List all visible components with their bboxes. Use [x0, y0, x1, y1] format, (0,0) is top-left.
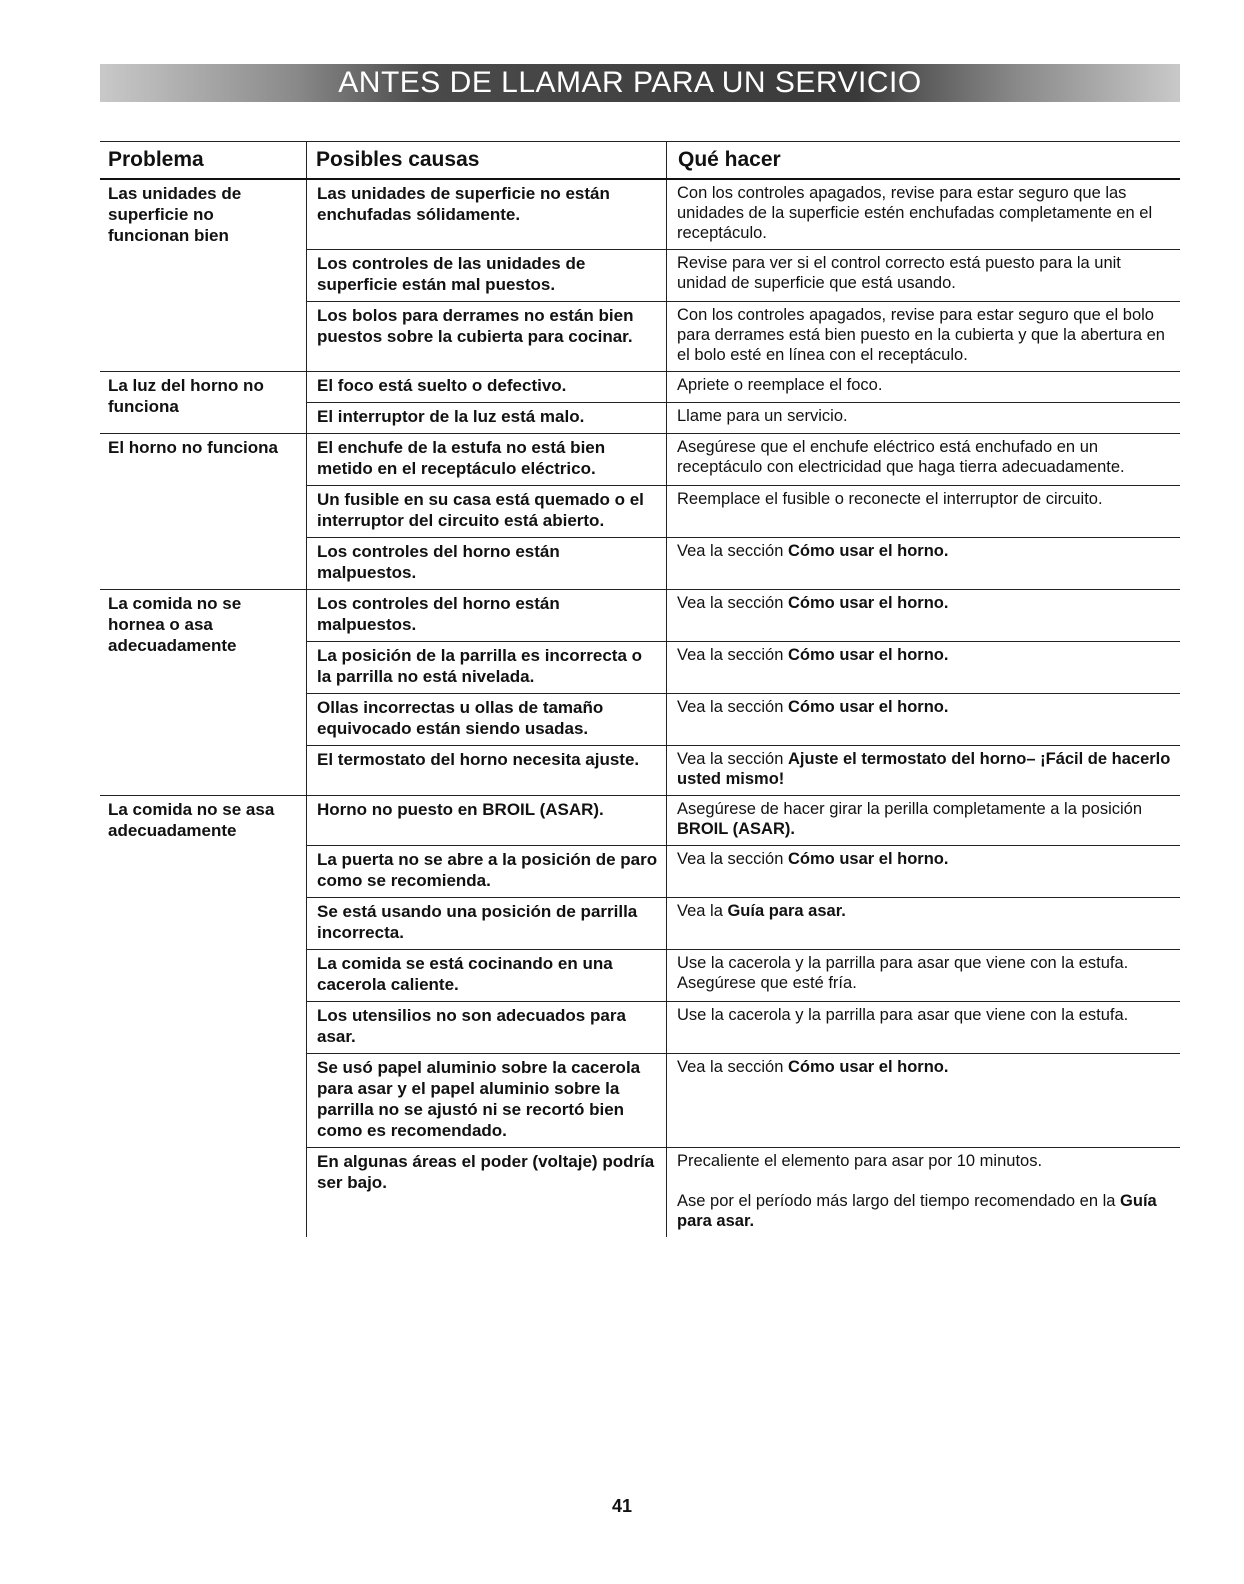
table-row	[306, 372, 1180, 402]
header-fix: Qué hacer	[678, 148, 781, 171]
fix-text: Con los controles apagados, revise para estar seguro que el bolo para derrames está bien puesto en la cubierta y que la abertura en el bolo esté en línea con el receptáculo.	[677, 306, 1165, 364]
table-row	[306, 693, 1180, 745]
table-row	[306, 537, 1180, 589]
table-row	[306, 485, 1180, 537]
table-row	[306, 897, 1180, 949]
fix-cell	[666, 180, 1180, 249]
cause-cell: El enchufe de la estufa no está bien metido en el receptáculo eléctrico.	[306, 434, 666, 485]
problem-label: Las unidades de superficie no funcionan bien	[108, 184, 242, 245]
fix-text: Vea la	[677, 902, 723, 920]
problem-label: La comida no se hornea o asa adecuadamente	[108, 594, 242, 655]
fix-bold-text: Ajuste el termostato del horno– ¡Fácil de hacerlo usted mismo!	[677, 750, 1171, 788]
cause-cell: Los controles del horno están malpuestos.	[306, 590, 666, 641]
problem-group	[100, 180, 1180, 371]
fix-extra-paragraph	[677, 1191, 1172, 1231]
fix-cell	[666, 302, 1180, 371]
fix-cell	[666, 1054, 1180, 1147]
cause-cell: Se está usando una posición de parrilla incorrecta.	[306, 898, 666, 949]
table-row	[306, 796, 1180, 845]
fix-cell	[666, 846, 1180, 897]
fix-cell	[666, 642, 1180, 693]
table-body	[100, 180, 1180, 1237]
cause-cell: Se usó papel aluminio sobre la cacerola para asar y el papel aluminio sobre la parrilla no se ajustó ni se recortó bien como es recomendado.	[306, 1054, 666, 1147]
fix-cell	[666, 434, 1180, 485]
troubleshooting-table	[100, 141, 1180, 1237]
fix-extra-text: Ase por el período más largo del tiempo recomendado en la	[677, 1192, 1116, 1210]
fix-cell	[666, 1002, 1180, 1053]
fix-bold-text: Cómo usar el horno.	[788, 594, 949, 612]
fix-text: Llame para un servicio.	[677, 407, 848, 425]
fix-cell	[666, 372, 1180, 402]
fix-bold-text: Cómo usar el horno.	[788, 542, 949, 560]
cause-cell: El termostato del horno necesita ajuste.	[306, 746, 666, 795]
section-banner	[100, 64, 1180, 102]
fix-text: Vea la sección	[677, 594, 784, 612]
table-row	[306, 249, 1180, 301]
fix-text: Con los controles apagados, revise para estar seguro que las unidades de la superficie estén enchufadas completamente en el receptáculo.	[677, 184, 1153, 242]
fix-text: Vea la sección	[677, 698, 784, 716]
fix-text: Asegúrese que el enchufe eléctrico está enchufado en un receptáculo con electricidad que haga tierra adecuadamente.	[677, 438, 1125, 476]
fix-text: Vea la sección	[677, 542, 784, 560]
cause-cell: Los controles del horno están malpuestos.	[306, 538, 666, 589]
cause-cell: Los utensilios no son adecuados para asar.	[306, 1002, 666, 1053]
fix-cell	[666, 950, 1180, 1001]
fix-bold-text: Guía para asar.	[727, 902, 846, 920]
problem-group	[100, 795, 1180, 1237]
fix-text: Use la cacerola y la parrilla para asar que viene con la estufa.	[677, 1006, 1129, 1024]
fix-bold-text: Cómo usar el horno.	[788, 1058, 949, 1076]
cause-cell: Los controles de las unidades de superficie están mal puestos.	[306, 250, 666, 301]
cause-cell: Las unidades de superficie no están enchufadas sólidamente.	[306, 180, 666, 249]
cause-cell: Los bolos para derrames no están bien puestos sobre la cubierta para cocinar.	[306, 302, 666, 371]
table-row	[306, 301, 1180, 371]
problem-group	[100, 589, 1180, 795]
fix-cell	[666, 898, 1180, 949]
page-number: 41	[611, 1496, 633, 1516]
fix-text: Asegúrese de hacer girar la perilla completamente a la posición	[677, 800, 1143, 818]
fix-text: Reemplace el fusible o reconecte el interruptor de circuito.	[677, 490, 1103, 508]
cause-cell: El interruptor de la luz está malo.	[306, 403, 666, 433]
cause-cell: La puerta no se abre a la posición de paro como se recomienda.	[306, 846, 666, 897]
fix-cell	[666, 590, 1180, 641]
fix-cell	[666, 486, 1180, 537]
fix-text: Revise para ver si el control correcto está puesto para la unit unidad de superficie que está usando.	[677, 254, 1121, 292]
cause-cell: La comida se está cocinando en una cacerola caliente.	[306, 950, 666, 1001]
problem-label: La luz del horno no funciona	[108, 376, 264, 416]
table-row	[306, 402, 1180, 433]
problem-group	[100, 371, 1180, 433]
cause-cell: La posición de la parrilla es incorrecta o la parrilla no está nivelada.	[306, 642, 666, 693]
fix-bold-text: BROIL (ASAR).	[677, 820, 795, 838]
table-row	[306, 1053, 1180, 1147]
problem-label: La comida no se asa adecuadamente	[108, 800, 275, 840]
table-row	[306, 180, 1180, 249]
fix-text: Use la cacerola y la parrilla para asar que viene con la estufa. Asegúrese que esté fría.	[677, 954, 1129, 992]
fix-cell	[666, 796, 1180, 845]
fix-text: Vea la sección	[677, 750, 784, 768]
cause-cell: El foco está suelto o defectivo.	[306, 372, 666, 402]
cause-cell: Ollas incorrectas u ollas de tamaño equivocado están siendo usadas.	[306, 694, 666, 745]
fix-bold-text: Cómo usar el horno.	[788, 850, 949, 868]
problem-label: El horno no funciona	[108, 438, 278, 457]
fix-text: Precaliente el elemento para asar por 10 minutos.	[677, 1152, 1043, 1170]
fix-cell	[666, 250, 1180, 301]
table-row	[306, 590, 1180, 641]
fix-text: Vea la sección	[677, 850, 784, 868]
table-row	[306, 845, 1180, 897]
table-row	[306, 641, 1180, 693]
table-row	[306, 434, 1180, 485]
table-row	[306, 949, 1180, 1001]
problem-group	[100, 433, 1180, 589]
fix-cell	[666, 538, 1180, 589]
header-causes: Posibles causas	[316, 148, 480, 171]
table-header	[100, 141, 1180, 180]
cause-cell: Un fusible en su casa está quemado o el interruptor del circuito está abierto.	[306, 486, 666, 537]
fix-text: Vea la sección	[677, 646, 784, 664]
fix-extra-bold-text: Guía para asar.	[677, 1192, 1157, 1230]
fix-bold-text: Cómo usar el horno.	[788, 698, 949, 716]
header-problem: Problema	[108, 148, 204, 171]
banner-title: ANTES DE LLAMAR PARA UN SERVICIO	[338, 66, 922, 99]
fix-text: Vea la sección	[677, 1058, 784, 1076]
cause-cell: En algunas áreas el poder (voltaje) podría ser bajo.	[306, 1148, 666, 1237]
fix-text: Apriete o reemplace el foco.	[677, 376, 883, 394]
fix-bold-text: Cómo usar el horno.	[788, 646, 949, 664]
cause-cell: Horno no puesto en BROIL (ASAR).	[306, 796, 666, 845]
fix-cell	[666, 746, 1180, 795]
fix-cell	[666, 694, 1180, 745]
table-row	[306, 745, 1180, 795]
table-row	[306, 1147, 1180, 1237]
fix-cell	[666, 1148, 1180, 1237]
table-row	[306, 1001, 1180, 1053]
fix-cell	[666, 403, 1180, 433]
